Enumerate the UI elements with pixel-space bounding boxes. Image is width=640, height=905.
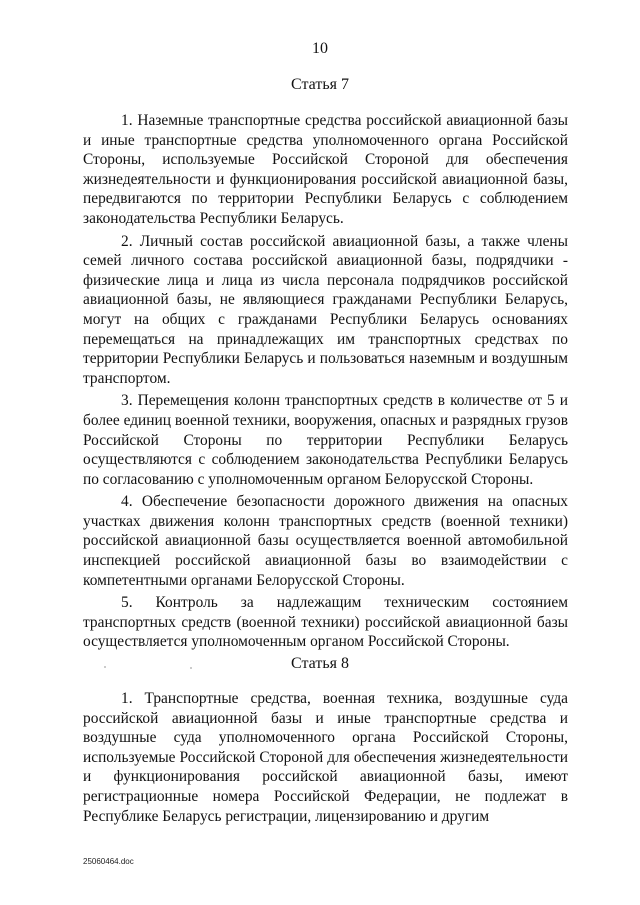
article-7-paragraph-4: 4. Обеспечение безопасности дорожного движения на опасных участках движения колонн транспортных средств (военной техники) российской авиационной базы осуществляется военной автомобильной инспекцией российской авиационной базы во взаимодействии с компетентными органами Белорусской Стороны. — [83, 493, 568, 589]
article-7-paragraph-3: 3. Перемещения колонн транспортных средств в количестве от 5 и более единиц военной техники, вооружения, опасных и разрядных грузов Российской Стороны по территории Республики Беларусь осуществляются с соблюдением законодательства Республики Беларусь по согласованию с уполномоченным органом Белорусской Стороны. — [83, 392, 568, 488]
article-8-paragraph-1: 1. Транспортные средства, военная техника, воздушные суда российской авиационной базы и иные транспортные средства и воздушные суда уполномоченного органа Российской Стороны, используемые Российской Стороной для обеспечения жизнедеятельности и функционирования российской авиационной базы, имеют регистрационные номера Российской Федерации, не подлежат в Республике Беларусь регистрации, лицензированию и другим — [83, 690, 568, 825]
document-filename: 25060464.doc — [83, 857, 134, 866]
article-7-heading: Статья 7 — [291, 76, 349, 93]
page-number: 10 — [312, 40, 328, 57]
article-7-paragraph-1: 1. Наземные транспортные средства российской авиационной базы и иные транспортные средства уполномоченного органа Российской Стороны, используемые Российской Стороной для обеспечения жизнедеятельности и функционирования российской авиационной базы, передвигаются по территории Республики Беларусь с соблюдением законодательства Республики Беларусь. — [83, 112, 568, 227]
article-7-paragraph-5: 5. Контроль за надлежащим техническим состоянием транспортных средств (военной техники) российской авиационной базы осуществляется уполномоченным органом Российской Стороны. — [83, 594, 568, 651]
article-7-paragraph-2: 2. Личный состав российской авиационной базы, а также члены семей личного состава российской авиационной базы, подрядчики - физические лица и лица из числа персонала подрядчиков российской авиационной базы, не являющиеся гражданами Республики Беларусь, могут на общих с гражданами Республики Беларусь основаниях перемещаться на принадлежащих им транспортных средствах по территории Республики Беларусь и пользоваться наземным и воздушным транспортом. — [83, 232, 568, 387]
article-8-body — [83, 689, 568, 826]
article-7-body — [83, 111, 568, 652]
article-8-heading: Статья 8 — [291, 655, 349, 672]
